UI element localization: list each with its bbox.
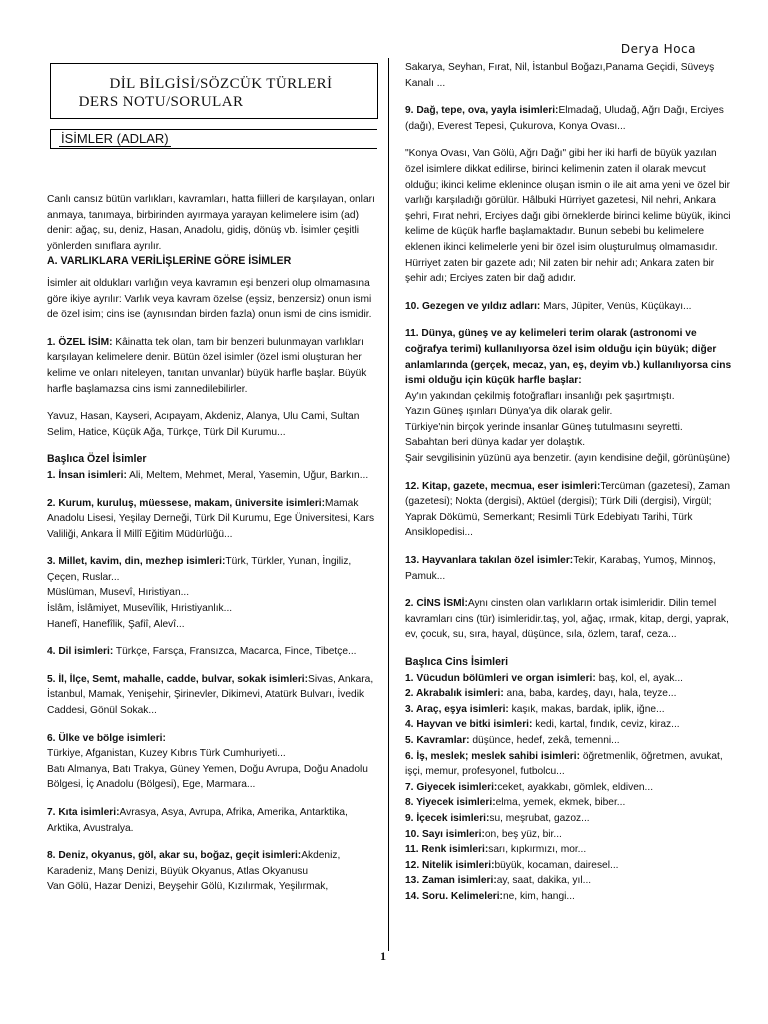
- list-item-label: 11. Renk isimleri:: [405, 844, 489, 856]
- list-item: [405, 873, 735, 889]
- list-item-label: 8. Deniz, okyanus, göl, akar su, boğaz, geçit isimleri:: [47, 850, 302, 862]
- list-item-label: 1. İnsan isimleri:: [47, 469, 127, 481]
- list-item-text: düşünce, hedef, zekâ, temenni...: [469, 734, 620, 746]
- list-item-text: büyük, kocaman, dairesel...: [494, 859, 619, 871]
- column-divider: [388, 58, 389, 951]
- list-item-label: 4. Dil isimleri:: [47, 646, 114, 658]
- list-item-label: 12. Nitelik isimleri:: [405, 859, 495, 871]
- paragraph-a: İsimler ait oldukları varlığın veya kavramın eşi benzeri olup olmamasına göre ikiye ayrılır: Varlık veya kavram özelse (eşsiz, benzersiz) onun ismi de özel isim; cins ise (aynısından birden fazla) onun ismi de cins ismidir.: [47, 277, 372, 321]
- item11-text: Ay'ın yakından çekilmiş fotoğrafları insanlığı pek şaşırtmıştı. Yazın Güneş ışınları Dünya'ya dik olarak gelir. Türkiye'nin birçok yerinde insanlar Güneş tutulmasını seyretti. Sabahtan beri dünya kadar yer dolaştık. Şair sevgilisinin yüzünü aya benzetir. (ayın kendisine değil, görünüşüne): [405, 390, 731, 465]
- page-number: 1: [380, 949, 386, 963]
- right-column: [405, 60, 735, 905]
- list-item-label: 13. Zaman isimleri:: [405, 875, 497, 887]
- ozel-item-list: [47, 468, 377, 895]
- list-item-label: 5. İl, İlçe, Semt, mahalle, cadde, bulvar, sokak isimleri:: [47, 673, 309, 685]
- item9: [405, 103, 735, 134]
- intro-paragraph: Canlı cansız bütün varlıkları, kavramları, hatta fiilleri de karşılayan, onları anmaya, tanımaya, birbirinden ayırmaya yarayan kelimelere isim (ad) denir: ağaç, su, deniz, Hasan, Anadolu, gidiş, dönüş vb. İsimler çeşitli yönlerden sınıflara ayrılır.: [47, 194, 375, 252]
- cins-item-list: [405, 671, 735, 905]
- list-item-text: Türkiye, Afganistan, Kuzey Kıbrıs Türk Cumhuriyeti... Batı Almanya, Batı Trakya, Güney Yemen, Doğu Avrupa, Doğu Anadolu Bölgesi, İç Anadolu (Bölgesi), Ege, Marmara...: [47, 748, 368, 791]
- ozel-isim-paragraph: [47, 335, 377, 397]
- ozel-isim-label: 1. ÖZEL İSİM:: [47, 336, 113, 348]
- list-item-text: on, beş yüz, bir...: [484, 828, 562, 840]
- item13-label: 13. Hayvanlara takılan özel isimler:: [405, 555, 574, 567]
- list-item: [47, 468, 377, 484]
- list-item-label: 7. Giyecek isimleri:: [405, 781, 498, 793]
- list-item: [47, 644, 377, 660]
- basl-ozel-heading: Başlıca Özel İsimler: [47, 453, 147, 466]
- list-item: [405, 827, 735, 843]
- list-item-label: 9. İçecek isimleri:: [405, 812, 490, 824]
- item12: [405, 479, 735, 541]
- list-item-label: 3. Millet, kavim, din, mezhep isimleri:: [47, 556, 226, 568]
- list-item-label: 14. Soru. Kelimeleri:: [405, 890, 503, 902]
- list-item: [47, 848, 377, 895]
- item9-label: 9. Dağ, tepe, ova, yayla isimleri:: [405, 105, 559, 117]
- list-item-label: 5. Kavramlar:: [405, 734, 470, 746]
- list-item: [405, 717, 735, 733]
- item10-text: Mars, Jüpiter, Venüs, Küçükayı...: [540, 300, 692, 312]
- list-item-text: ana, baba, kardeş, dayı, hala, teyze...: [503, 688, 677, 700]
- list-item: [47, 554, 377, 632]
- cins-isim-text: Aynı cinsten olan varlıkların ortak isimleridir. Dilin temel kavramları cins (tür) isimleridir.taş, yol, ağaç, ırmak, kitap, dergi, yaprak, ev, çocuk, su, sıra, hayal, düşünce, sıla, özlem, taraf, ceza...: [405, 598, 729, 641]
- document-title: DİL BİLGİSİ/SÖZCÜK TÜRLERİ: [109, 76, 333, 92]
- list-item-text: kaşık, makas, bardak, iplik, iğne...: [508, 703, 665, 715]
- list-item: [47, 805, 377, 836]
- note-paragraph: "Konya Ovası, Van Gölü, Ağrı Dağı" gibi her iki harfi de büyük yazılan özel isimlere dikkat edilirse, birinci kelimenin zaten il olarak mevcut olduğu; ikinci kelime eklenince oluşan ismin o ile ait ama yeni ve özel bir varlığı karşıladığı görülür. Hâlbuki Hürriyet gazetesi, Nil nehri, Ankara şehri, Fırat nehri, Erciyes dağı gibi örneklerde birinci kelime büyük, ikinci kelime de küçük harfle başlamaktadır. Bunun sebebi bu kelimelere eklenen ikinci kelimelerle yeni bir özel isim oluşturulmuş olmamasıdır. Hürriyet zaten bir gazete adı; Nil zaten bir nehir adı; Ankara zaten bir şehir adı; Erciyes zaten bir dağ adıdır.: [405, 148, 731, 285]
- list-item: [47, 496, 377, 543]
- list-item-label: 6. Ülke ve bölge isimleri:: [47, 732, 166, 744]
- ozel-examples: Yavuz, Hasan, Kayseri, Acıpayam, Akdeniz, Alanya, Ulu Cami, Sultan Selim, Hatice, Küçük Ağa, Türkçe, Türk Dil Kurumu...: [47, 411, 360, 438]
- item9-text: Elmadağ, Uludağ, Ağrı Dağı, Erciyes (dağı), Everest Tepesi, Çukurova, Konya Ovası...: [405, 105, 724, 132]
- item13: [405, 553, 735, 584]
- list-item-text: Türk, Türkler, Yunan, İngiliz, Çeçen, Ruslar... Müslüman, Musevî, Hıristiyan... İslâm, İslâmiyet, Musevîlik, Hıristiyanlık... Hanefî, Hanefîlik, Şafiî, Alevî...: [47, 556, 352, 630]
- section-title-box: [50, 129, 377, 149]
- item10-label: 10. Gezegen ve yıldız adları:: [405, 300, 541, 312]
- item10: [405, 299, 735, 315]
- list-item: [47, 672, 377, 719]
- list-item-text: baş, kol, el, ayak...: [595, 672, 683, 684]
- list-item-label: 10. Sayı isimleri:: [405, 828, 485, 840]
- item13-text: Tekir, Karabaş, Yumoş, Minnoş, Pamuk...: [405, 555, 716, 582]
- section-title: İSİMLER (ADLAR): [61, 131, 169, 146]
- list-item: [405, 858, 735, 874]
- list-item-text: Türkçe, Farsça, Fransızca, Macarca, Fince, Tibetçe...: [113, 646, 357, 658]
- ozel-isim-text: Kâinatta tek olan, tam bir benzeri bulunmayan varlıkları karşılayan kelimelere denir. Bütün özel isimler (özel ismi oluşturan her kelime ve onları niteleyen, tanıtan unvanlar) büyük harfle başlar. Büyük harfle başlamazsa cins ismi zannedilebilirler.: [47, 336, 367, 395]
- cins-isim-label: 2. CİNS İSMİ:: [405, 598, 468, 610]
- list-item-label: 2. Akrabalık isimleri:: [405, 688, 504, 700]
- list-item-label: 8. Yiyecek isimleri:: [405, 797, 496, 809]
- list-item: [405, 702, 735, 718]
- list-item-label: 2. Kurum, kuruluş, müessese, makam, üniversite isimleri:: [47, 497, 326, 509]
- basl-cins-heading: Başlıca Cins İsimleri: [405, 656, 509, 668]
- list-item-label: 1. Vücudun bölümleri ve organ isimleri:: [405, 672, 596, 684]
- left-column: [47, 192, 377, 907]
- list-item-text: Sivas, Ankara, İstanbul, Mamak, Yenişehir, Şirinevler, Dikimevi, Atatürk Bulvarı, İvedik Caddesi, Gönül Sokak...: [47, 673, 374, 717]
- item12-text: Tercüman (gazetesi), Zaman (gazetesi); Nokta (dergisi), Aktüel (dergisi); Türk Dili (dergisi), Virgül; Yaprak Dökümü, Semerkant; Resimli Türk Edebiyatı Tarihi, Türk Ansiklopedisi...: [405, 480, 731, 539]
- list-item: [405, 749, 735, 780]
- heading-a: A. VARLIKLARA VERİLİŞLERİNE GÖRE İSİMLER: [47, 255, 292, 268]
- list-item: [405, 842, 735, 858]
- list-item-text: kedi, kartal, fındık, ceviz, kiraz...: [532, 719, 680, 731]
- list-item: [405, 811, 735, 827]
- list-item: [405, 889, 735, 905]
- list-item-label: 4. Hayvan ve bitki isimleri:: [405, 719, 533, 731]
- list-item-text: Avrasya, Asya, Avrupa, Afrika, Amerika, Antarktika, Arktika, Avustralya.: [47, 807, 348, 834]
- item11: [405, 326, 735, 466]
- list-item: [405, 733, 735, 749]
- list-item-text: sarı, kıpkırmızı, mor...: [488, 844, 587, 856]
- list-item: [47, 731, 377, 793]
- title-box: [50, 63, 378, 119]
- item8-continuation: Sakarya, Seyhan, Fırat, Nil, İstanbul Boğazı,Panama Geçidi, Süveyş Kanalı ...: [405, 62, 715, 89]
- item12-label: 12. Kitap, gazete, mecmua, eser isimleri:: [405, 480, 601, 492]
- list-item-text: Akdeniz, Karadeniz, Manş Denizi, Büyük Okyanus, Atlas Okyanusu Van Gölü, Hazar Denizi, Beyşehir Gölü, Kızılırmak, Yeşilırmak,: [47, 850, 341, 893]
- list-item-text: ne, kim, hangi...: [502, 890, 575, 902]
- list-item-text: ay, saat, dakika, yıl...: [496, 875, 592, 887]
- list-item: [405, 686, 735, 702]
- author-name: Derya Hoca: [620, 42, 696, 56]
- item11-label: 11. Dünya, güneş ve ay kelimeleri terim olarak (astronomi ve coğrafya terimi) kullanılıyorsa özel isim olduğu için büyük; diğer anlamlarında (gerçek, mecaz, yan, eş, deyim vb.) kullanılıyorsa cins ismi olduğu için küçük harfle başlar:: [405, 328, 732, 387]
- list-item-text: elma, yemek, ekmek, biber...: [495, 797, 626, 809]
- list-item-label: 7. Kıta isimleri:: [47, 807, 120, 818]
- list-item: [405, 795, 735, 811]
- list-item-text: öğretmenlik, öğretmen, avukat, işçi, memur, profesyonel, futbolcu...: [405, 750, 723, 778]
- cins-isim-paragraph: [405, 596, 735, 643]
- list-item-text: Mamak Anadolu Lisesi, Yeşilay Derneği, Türk Dil Kurumu, Ege Üniversitesi, Kars Valiliği, Ankara İl Millî Eğitim Müdürlüğü...: [47, 497, 375, 540]
- list-item-text: su, meşrubat, gazoz...: [489, 812, 590, 824]
- list-item-text: Ali, Meltem, Mehmet, Meral, Yasemin, Uğur, Barkın...: [126, 469, 369, 481]
- document-subtitle: DERS NOTU/SORULAR: [78, 94, 244, 110]
- list-item-label: 3. Araç, eşya isimleri:: [405, 703, 509, 715]
- list-item-label: 6. İş, meslek; meslek sahibi isimleri:: [405, 750, 580, 762]
- list-item-text: ceket, ayakkabı, gömlek, eldiven...: [497, 781, 654, 793]
- list-item: [405, 780, 735, 796]
- list-item: [405, 671, 735, 687]
